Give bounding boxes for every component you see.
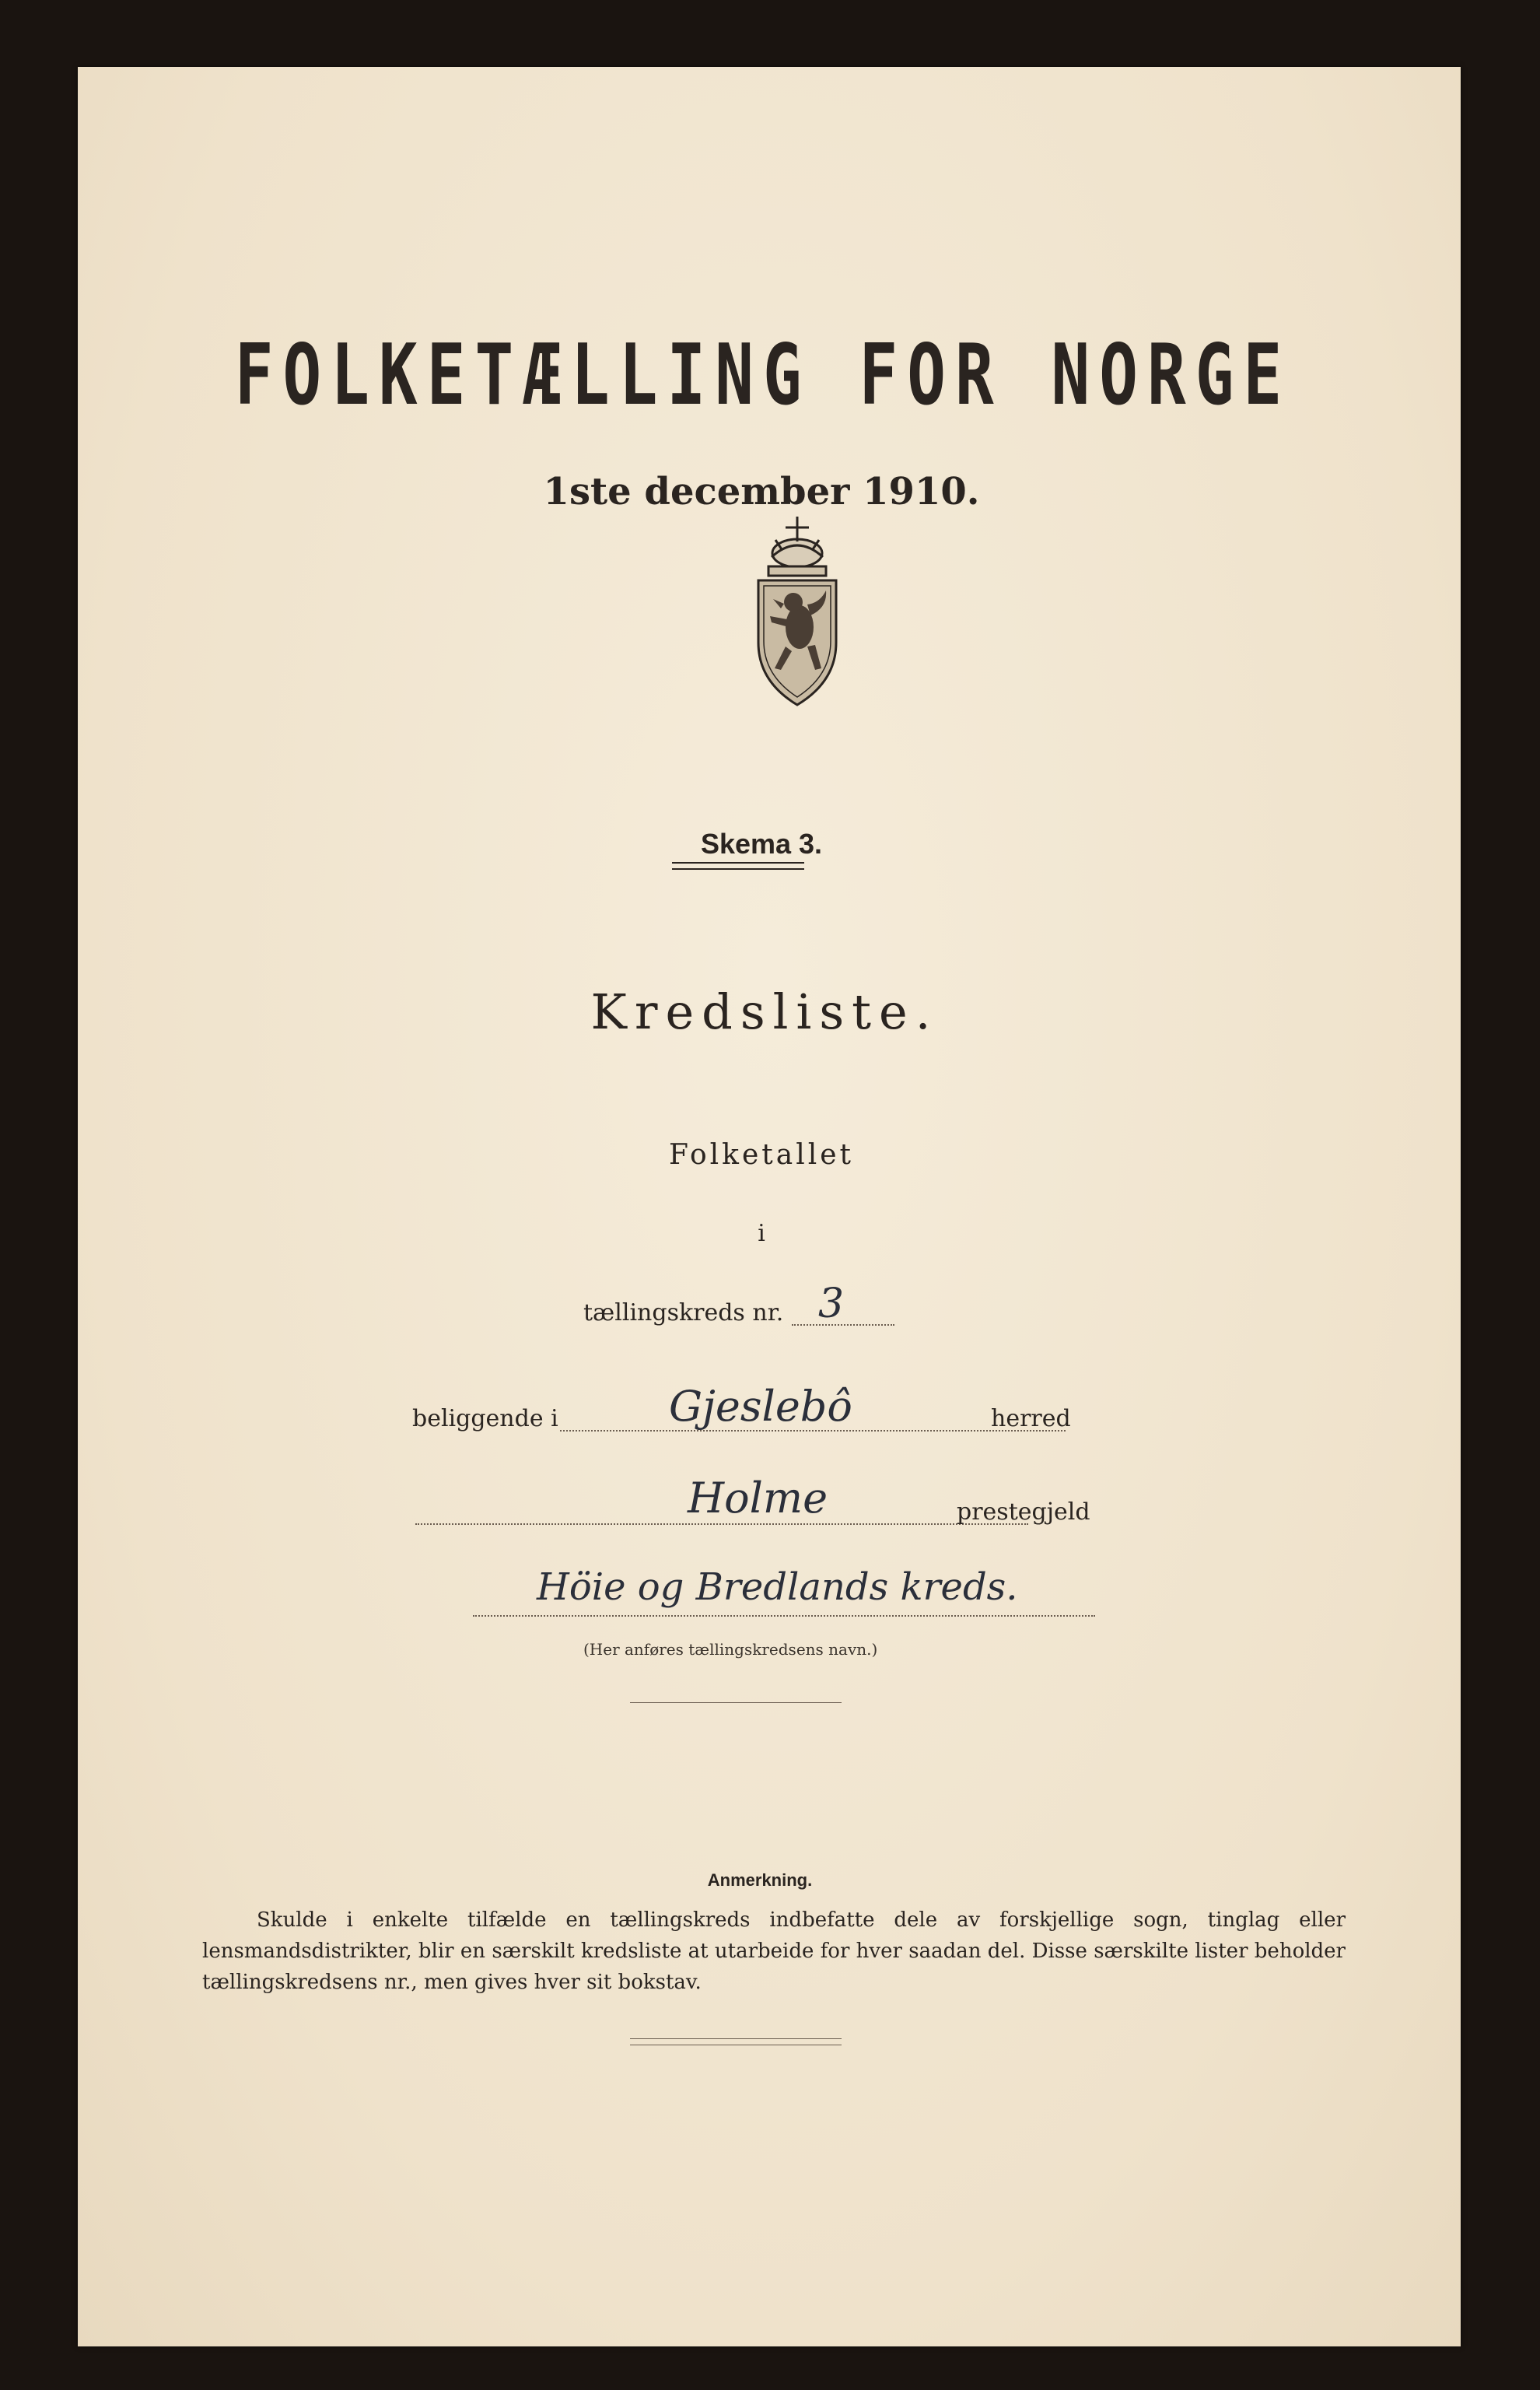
form-title: Kredsliste. bbox=[590, 983, 939, 1040]
norwegian-coat-of-arms-icon bbox=[739, 510, 856, 713]
kreds-name-caption: (Her anføres tællingskredsens navn.) bbox=[583, 1640, 878, 1659]
kreds-name-field-line bbox=[473, 1615, 1095, 1617]
preposition-label: i bbox=[758, 1220, 765, 1247]
prestegjeld-label: prestegjeld bbox=[957, 1498, 1090, 1526]
separator-rule bbox=[630, 1702, 842, 1703]
district-number-label: tællingskreds nr. bbox=[583, 1299, 784, 1326]
herred-value: Gjeslebô bbox=[669, 1382, 852, 1431]
form-header-date: 1ste december 1910. bbox=[543, 470, 980, 513]
district-number-value: 3 bbox=[818, 1281, 845, 1327]
schema-underline bbox=[672, 862, 804, 864]
remark-body: Skulde i enkelte tilfælde en tællingskreds indbefatte dele av forskjellige sogn, tinglag eller lensmandsdistrikter, blir en særskilt kredsliste at utarbeide for hver saadan del. Disse særskilte lister beholder tællingskredsens nr., men gives hver sit bokstav. bbox=[202, 1908, 1346, 1994]
separator-rule bbox=[630, 2038, 842, 2039]
kreds-name-value: Höie og Bredlands kreds. bbox=[537, 1565, 1018, 1609]
located-in-label: beliggende i bbox=[412, 1405, 558, 1432]
form-header-title: FOLKETÆLLING FOR NORGE bbox=[234, 326, 1292, 424]
census-form-page bbox=[78, 67, 1461, 2346]
schema-label: Skema 3. bbox=[700, 828, 823, 860]
prestegjeld-field-line bbox=[415, 1523, 1028, 1525]
folketallet-label: Folketallet bbox=[668, 1139, 855, 1171]
schema-underline bbox=[672, 868, 804, 870]
remark-title: Anmerkning. bbox=[707, 1870, 813, 1890]
herred-label: herred bbox=[991, 1405, 1071, 1432]
prestegjeld-value: Holme bbox=[688, 1474, 828, 1523]
